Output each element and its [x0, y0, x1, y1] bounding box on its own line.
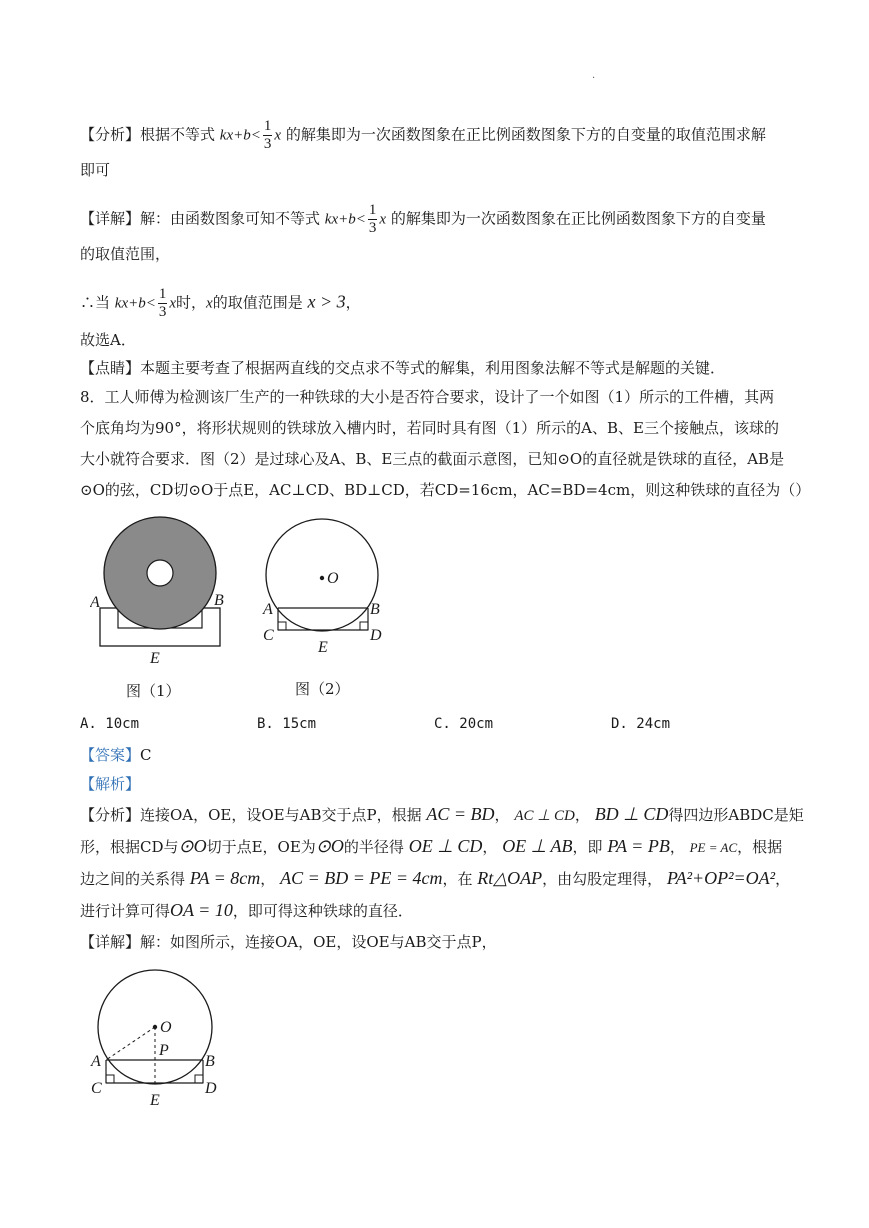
q8-line3: 大小就符合要求．图（2）是过球心及A、B、E三点的截面示意图，已知⊙O的直径就是铁球的直径，AB是: [80, 450, 785, 468]
figure-1-caption: 图（1）: [126, 682, 181, 700]
option-a: A. 10cm: [80, 716, 140, 732]
detail1-line1: 【详解】解：由函数图象可知不等式 kx+b< $\frac{1}{3}$ x 的解集即为一次函数图象在正比例函数图象下方的自变量: [80, 202, 766, 236]
figure-2-caption: 图（2）: [295, 680, 350, 698]
page-mark: .: [592, 70, 596, 81]
label-B: B: [214, 592, 224, 609]
label-O: O: [327, 570, 339, 587]
analysis2-line3: 边之间的关系得 PA = 8cm， AC = BD = PE = 4cm，在 Rt△OAP，由勾股定理得， PA²+OP²=OA²，: [80, 868, 791, 888]
analysis2-line4: 进行计算可得OA = 10，即可得这种铁球的直径．: [80, 900, 413, 920]
detail1-line3: ∴当 kx+b< $\frac{1}{3}$ x时，x的取值范围是 x > 3，: [80, 286, 361, 320]
label-P: P: [159, 1042, 169, 1059]
tip-line: 【点睛】本题主要考查了根据两直线的交点求不等式的解集，利用图象法解不等式是解题的关键．: [80, 359, 726, 377]
label-C: C: [263, 627, 274, 644]
label-B: B: [370, 601, 380, 618]
option-c: C. 20cm: [434, 716, 494, 732]
fraction-one-third: $\frac{1}{3}$: [263, 118, 272, 152]
q8-line1: 8．工人师傅为检测该厂生产的一种铁球的大小是否符合要求，设计了一个如图（1）所示的工件槽，其两: [80, 388, 775, 406]
analysis2-line2: 形，根据CD与⊙O切于点E，OE为⊙O的半径得 OE ⊥ CD， OE ⊥ AB，即 PA = PB， PE = AC，根据: [80, 836, 783, 856]
label-E: E: [150, 650, 160, 667]
option-b: B. 15cm: [257, 716, 317, 732]
detail1-line2: 的取值范围，: [80, 245, 171, 263]
analysis-heading: 【解析】: [80, 775, 141, 793]
figure-2-cross-section: [255, 512, 390, 662]
label-E: E: [318, 639, 328, 656]
detail1-line4: 故选A．: [80, 331, 136, 349]
q8-line4: ⊙O的弦，CD切⊙O于点E，AC⊥CD、BD⊥CD，若CD=16cm，AC=BD=4cm，则这种铁球的直径为（）: [80, 481, 811, 499]
analysis2-line1: 【分析】连接OA，OE，设OE与AB交于点P，根据 AC = BD， AC ⊥ CD， BD ⊥ CD得四边形ABDC是矩: [80, 804, 804, 824]
label-O: O: [160, 1019, 172, 1036]
analysis1-line2: 即可: [80, 161, 111, 179]
fraction-one-third: $\frac{1}{3}$: [368, 202, 377, 236]
fraction-one-third: $\frac{1}{3}$: [158, 286, 167, 320]
detail2-line1: 【详解】解：如图所示，连接OA，OE，设OE与AB交于点P，: [80, 933, 497, 951]
label-A: A: [263, 601, 273, 618]
answer-line: 【答案】C: [80, 746, 152, 764]
analysis1-line1: 【分析】根据不等式 kx+b< $\frac{1}{3}$ x 的解集即为一次函数图象在正比例函数图象下方的自变量的取值范围求解: [80, 118, 766, 152]
figure-1-workpiece: [90, 510, 230, 670]
label-E: E: [150, 1092, 160, 1109]
label-D: D: [370, 627, 382, 644]
q8-line2: 个底角均为90°，将形状规则的铁球放入槽内时，若同时具有图（1）所示的A、B、E三个接触点，该球的: [80, 419, 779, 437]
label-A: A: [90, 594, 100, 611]
label-C: C: [91, 1080, 102, 1097]
label-D: D: [205, 1080, 217, 1097]
label-A: A: [91, 1053, 101, 1070]
option-d: D. 24cm: [611, 716, 671, 732]
label-B: B: [205, 1053, 215, 1070]
figure-3-solution-diagram: [85, 968, 235, 1118]
